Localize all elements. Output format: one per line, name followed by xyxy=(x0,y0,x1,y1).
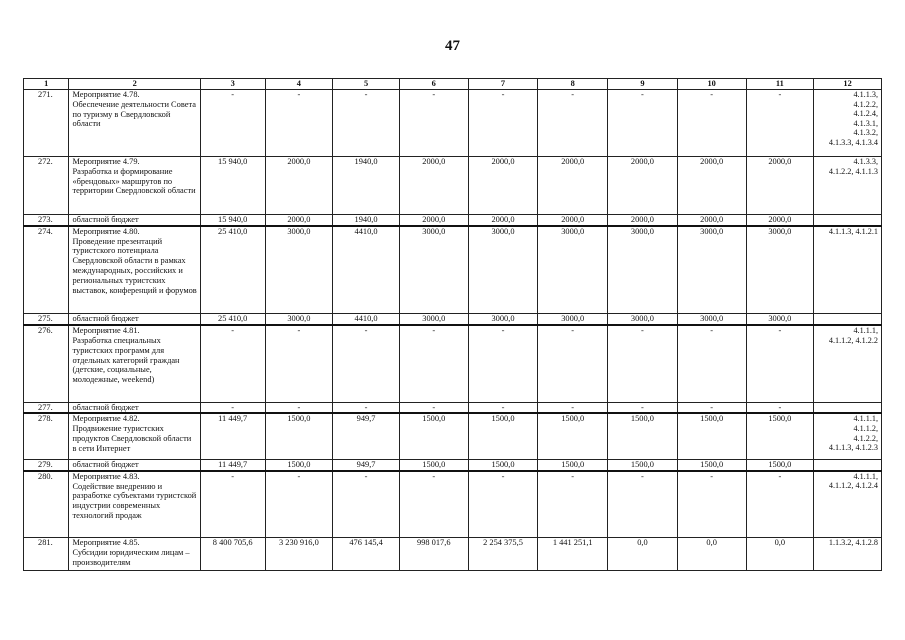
header-row xyxy=(24,79,882,90)
total-value: - xyxy=(200,402,265,413)
column-header-10: 10 xyxy=(677,79,746,90)
measure-row xyxy=(24,226,882,314)
target-codes: 4.1.1.3, 4.1.2.1 xyxy=(814,226,882,314)
row-number: 276. xyxy=(24,325,69,402)
value-col-8: 1500,0 xyxy=(538,459,608,470)
value-col-8: 1 441 251,1 xyxy=(538,538,608,571)
value-col-6: 2000,0 xyxy=(399,215,468,226)
value-col-10: - xyxy=(677,325,746,402)
page-number: 47 xyxy=(445,38,460,54)
target-codes: 4.1.1.1, 4.1.1.2, 4.1.2.2, 4.1.1.3, 4.1.2.3 xyxy=(814,413,882,459)
value-col-10: 1500,0 xyxy=(677,413,746,459)
row-number: 280. xyxy=(24,471,69,538)
column-header-9: 9 xyxy=(608,79,678,90)
value-col-10: 2000,0 xyxy=(677,157,746,215)
row-number: 274. xyxy=(24,226,69,314)
target-codes xyxy=(814,459,882,470)
value-col-11: 2000,0 xyxy=(746,157,814,215)
value-col-4: - xyxy=(265,90,333,157)
measure-description: областной бюджет xyxy=(69,402,200,413)
target-codes xyxy=(814,314,882,325)
value-col-7: 3000,0 xyxy=(468,226,538,314)
value-col-10: 1500,0 xyxy=(677,459,746,470)
value-col-6: 3000,0 xyxy=(399,226,468,314)
value-col-10: 2000,0 xyxy=(677,215,746,226)
row-number: 275. xyxy=(24,314,69,325)
value-col-4: 2000,0 xyxy=(265,157,333,215)
value-col-5: 1940,0 xyxy=(333,215,400,226)
value-col-10: 0,0 xyxy=(677,538,746,571)
value-col-4: 2000,0 xyxy=(265,215,333,226)
total-value: - xyxy=(200,325,265,402)
value-col-4: - xyxy=(265,471,333,538)
total-value: 11 449,7 xyxy=(200,413,265,459)
value-col-7: - xyxy=(468,402,538,413)
value-col-10: 3000,0 xyxy=(677,314,746,325)
value-col-11: 2000,0 xyxy=(746,215,814,226)
target-codes xyxy=(814,215,882,226)
column-header-1: 1 xyxy=(24,79,69,90)
column-header-6: 6 xyxy=(399,79,468,90)
row-number: 277. xyxy=(24,402,69,413)
value-col-5: 1940,0 xyxy=(333,157,400,215)
measure-row xyxy=(24,90,882,157)
value-col-4: 3000,0 xyxy=(265,314,333,325)
value-col-11: 3000,0 xyxy=(746,314,814,325)
value-col-8: 2000,0 xyxy=(538,157,608,215)
row-number: 271. xyxy=(24,90,69,157)
value-col-9: - xyxy=(608,471,678,538)
value-col-10: - xyxy=(677,90,746,157)
value-col-8: - xyxy=(538,402,608,413)
column-header-5: 5 xyxy=(333,79,400,90)
value-col-8: - xyxy=(538,90,608,157)
value-col-11: 1500,0 xyxy=(746,459,814,470)
value-col-5: 4410,0 xyxy=(333,226,400,314)
value-col-7: - xyxy=(468,90,538,157)
value-col-4: 3000,0 xyxy=(265,226,333,314)
total-value: 25 410,0 xyxy=(200,226,265,314)
value-col-6: 998 017,6 xyxy=(399,538,468,571)
value-col-7: 2000,0 xyxy=(468,215,538,226)
value-col-6: 2000,0 xyxy=(399,157,468,215)
total-value: 11 449,7 xyxy=(200,459,265,470)
value-col-5: 476 145,4 xyxy=(333,538,400,571)
value-col-8: - xyxy=(538,471,608,538)
table-body xyxy=(24,90,882,571)
value-col-9: 3000,0 xyxy=(608,314,678,325)
value-col-7: 2 254 375,5 xyxy=(468,538,538,571)
total-value: 15 940,0 xyxy=(200,215,265,226)
value-col-7: - xyxy=(468,471,538,538)
value-col-7: 1500,0 xyxy=(468,459,538,470)
row-number: 273. xyxy=(24,215,69,226)
measure-description: Мероприятие 4.82. Продвижение туристских продуктов Свердловской области в сети Интернет xyxy=(69,413,200,459)
value-col-5: - xyxy=(333,402,400,413)
row-number: 272. xyxy=(24,157,69,215)
total-value: 25 410,0 xyxy=(200,314,265,325)
total-value: 15 940,0 xyxy=(200,157,265,215)
value-col-5: 949,7 xyxy=(333,459,400,470)
value-col-6: - xyxy=(399,325,468,402)
total-value: - xyxy=(200,90,265,157)
value-col-9: 2000,0 xyxy=(608,157,678,215)
column-header-7: 7 xyxy=(468,79,538,90)
column-header-3: 3 xyxy=(200,79,265,90)
measure-row xyxy=(24,157,882,215)
measure-description: областной бюджет xyxy=(69,314,200,325)
value-col-7: 3000,0 xyxy=(468,314,538,325)
value-col-7: 1500,0 xyxy=(468,413,538,459)
value-col-9: 0,0 xyxy=(608,538,678,571)
measure-description: Мероприятие 4.81. Разработка специальных туристских программ для отдельных категорий граждан (детские, социальные, молодежные, weekend) xyxy=(69,325,200,402)
value-col-9: 2000,0 xyxy=(608,215,678,226)
measure-row xyxy=(24,538,882,571)
target-codes: 4.1.1.1, 4.1.1.2, 4.1.2.4 xyxy=(814,471,882,538)
measure-description: областной бюджет xyxy=(69,459,200,470)
measure-description: Мероприятие 4.78. Обеспечение деятельности Совета по туризму в Свердловской области xyxy=(69,90,200,157)
measure-row xyxy=(24,325,882,402)
budget-row xyxy=(24,215,882,226)
budget-row xyxy=(24,402,882,413)
value-col-8: 1500,0 xyxy=(538,413,608,459)
value-col-7: - xyxy=(468,325,538,402)
value-col-4: - xyxy=(265,325,333,402)
target-codes: 4.1.1.3, 4.1.2.2, 4.1.2.4, 4.1.3.1, 4.1.3.2, 4.1.3.3, 4.1.3.4 xyxy=(814,90,882,157)
column-header-8: 8 xyxy=(538,79,608,90)
measure-description: Мероприятие 4.80. Проведение презентаций туристского потенциала Свердловской области в рамках международных, российских и региональных туристских выставок, конференций и форумов xyxy=(69,226,200,314)
value-col-11: 0,0 xyxy=(746,538,814,571)
value-col-5: - xyxy=(333,471,400,538)
target-codes: 4.1.3.3, 4.1.2.2, 4.1.1.3 xyxy=(814,157,882,215)
value-col-6: - xyxy=(399,471,468,538)
measure-row xyxy=(24,413,882,459)
value-col-9: - xyxy=(608,325,678,402)
measure-description: Мероприятие 4.85. Субсидии юридическим лицам – производителям xyxy=(69,538,200,571)
value-col-9: 1500,0 xyxy=(608,459,678,470)
value-col-6: 1500,0 xyxy=(399,459,468,470)
total-value: 8 400 705,6 xyxy=(200,538,265,571)
value-col-8: 2000,0 xyxy=(538,215,608,226)
measure-row xyxy=(24,471,882,538)
value-col-11: - xyxy=(746,325,814,402)
target-codes: 1.1.3.2, 4.1.2.8 xyxy=(814,538,882,571)
column-header-4: 4 xyxy=(265,79,333,90)
value-col-6: - xyxy=(399,90,468,157)
value-col-6: 3000,0 xyxy=(399,314,468,325)
row-number: 278. xyxy=(24,413,69,459)
row-number: 279. xyxy=(24,459,69,470)
value-col-4: - xyxy=(265,402,333,413)
value-col-4: 3 230 916,0 xyxy=(265,538,333,571)
value-col-9: - xyxy=(608,90,678,157)
program-measures-table xyxy=(23,78,882,571)
target-codes: 4.1.1.1, 4.1.1.2, 4.1.2.2 xyxy=(814,325,882,402)
measure-description: областной бюджет xyxy=(69,215,200,226)
value-col-11: - xyxy=(746,402,814,413)
value-col-5: - xyxy=(333,90,400,157)
row-number: 281. xyxy=(24,538,69,571)
value-col-6: - xyxy=(399,402,468,413)
value-col-10: 3000,0 xyxy=(677,226,746,314)
value-col-9: - xyxy=(608,402,678,413)
value-col-7: 2000,0 xyxy=(468,157,538,215)
value-col-4: 1500,0 xyxy=(265,459,333,470)
value-col-9: 1500,0 xyxy=(608,413,678,459)
total-value: - xyxy=(200,471,265,538)
value-col-10: - xyxy=(677,471,746,538)
value-col-10: - xyxy=(677,402,746,413)
column-header-2: 2 xyxy=(69,79,200,90)
value-col-4: 1500,0 xyxy=(265,413,333,459)
value-col-5: 949,7 xyxy=(333,413,400,459)
value-col-8: 3000,0 xyxy=(538,314,608,325)
value-col-5: - xyxy=(333,325,400,402)
value-col-5: 4410,0 xyxy=(333,314,400,325)
value-col-6: 1500,0 xyxy=(399,413,468,459)
value-col-11: - xyxy=(746,90,814,157)
value-col-11: 3000,0 xyxy=(746,226,814,314)
column-header-11: 11 xyxy=(746,79,814,90)
measure-description: Мероприятие 4.83. Содействие внедрению и разработке субъектами туристской индустрии современных технологий продаж xyxy=(69,471,200,538)
value-col-8: 3000,0 xyxy=(538,226,608,314)
budget-row xyxy=(24,314,882,325)
value-col-11: - xyxy=(746,471,814,538)
target-codes xyxy=(814,402,882,413)
column-header-12: 12 xyxy=(814,79,882,90)
value-col-11: 1500,0 xyxy=(746,413,814,459)
measure-description: Мероприятие 4.79. Разработка и формирование «брендовых» маршрутов по территории Свердловской области xyxy=(69,157,200,215)
budget-row xyxy=(24,459,882,470)
value-col-8: - xyxy=(538,325,608,402)
value-col-9: 3000,0 xyxy=(608,226,678,314)
